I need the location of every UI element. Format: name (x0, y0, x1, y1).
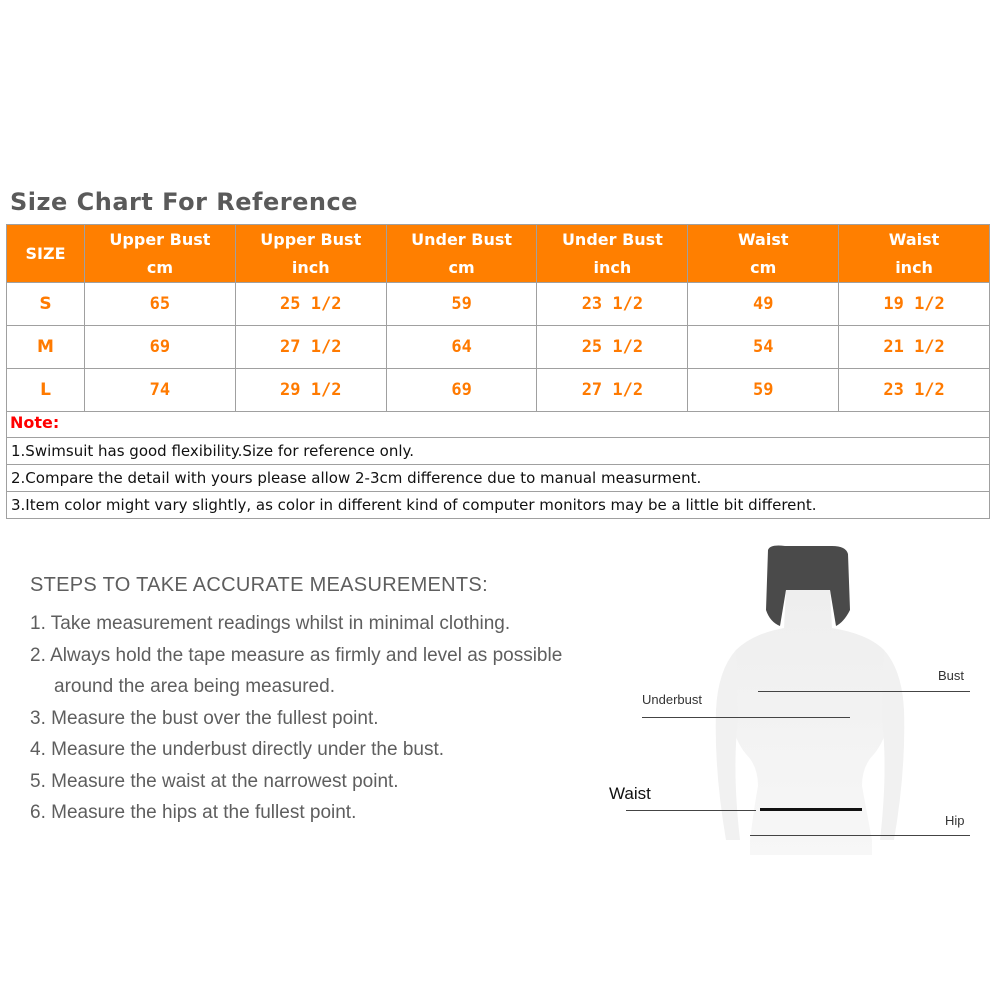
table-cell: 27 1/2 (235, 326, 386, 369)
note-line: 1.Swimsuit has good flexibility.Size for reference only. (7, 438, 989, 465)
notes-box (6, 409, 990, 519)
note-heading: Note: (7, 409, 989, 438)
table-cell: 59 (386, 283, 537, 326)
table-cell: 25 1/2 (235, 283, 386, 326)
table-header-row (7, 225, 990, 283)
size-cell: M (7, 326, 85, 369)
header-waist-inch: Waist inch (839, 225, 990, 283)
table-row (7, 369, 990, 412)
table-cell: 65 (85, 283, 236, 326)
hip-label: Hip (945, 813, 965, 828)
waist-line-left (626, 810, 756, 811)
waist-line (760, 808, 862, 811)
underbust-line (642, 717, 850, 718)
table-cell: 25 1/2 (537, 326, 688, 369)
table-row (7, 283, 990, 326)
step-item: 2. Always hold the tape measure as firmly and level as possible (30, 644, 563, 666)
step-item: 4. Measure the underbust directly under the bust. (30, 739, 445, 760)
table-cell: 54 (688, 326, 839, 369)
step-item: 3. Measure the bust over the fullest point. (30, 707, 379, 729)
step-item: 1. Take measurement readings whilst in minimal clothing. (30, 613, 511, 634)
table-cell: 23 1/2 (537, 283, 688, 326)
note-line: 3.Item color might vary slightly, as color in different kind of computer monitors may be a little bit different. (11, 496, 817, 514)
table-cell: 64 (386, 326, 537, 369)
step-item-continuation: around the area being measured. (54, 676, 335, 697)
table-cell: 19 1/2 (839, 283, 990, 326)
table-cell: 74 (85, 369, 236, 412)
table-cell: 23 1/2 (839, 369, 990, 412)
table-cell: 59 (688, 369, 839, 412)
table-cell: 21 1/2 (839, 326, 990, 369)
header-size: SIZE (7, 225, 85, 283)
header-waist-cm: Waist cm (688, 225, 839, 283)
note-line: 2.Compare the detail with yours please allow 2-3cm difference due to manual measurment. (7, 465, 989, 492)
table-cell: 69 (386, 369, 537, 412)
step-item: 6. Measure the hips at the fullest point. (30, 802, 357, 823)
hip-line (750, 835, 970, 836)
header-upper-bust-inch: Upper Bust inch (235, 225, 386, 283)
waist-label: Waist (609, 784, 651, 803)
header-upper-bust-cm: Upper Bust cm (85, 225, 236, 283)
body-measurement-figure (600, 540, 1000, 860)
size-cell: S (7, 283, 85, 326)
underbust-label: Underbust (642, 692, 702, 707)
header-under-bust-cm: Under Bust cm (386, 225, 537, 283)
table-cell: 69 (85, 326, 236, 369)
table-cell: 29 1/2 (235, 369, 386, 412)
table-cell: 49 (688, 283, 839, 326)
bust-line (758, 691, 970, 692)
bust-label: Bust (938, 668, 965, 683)
size-table (6, 224, 990, 412)
table-cell: 27 1/2 (537, 369, 688, 412)
step-item: 5. Measure the waist at the narrowest point. (30, 770, 399, 792)
size-cell: L (7, 369, 85, 412)
page-title: Size Chart For Reference (10, 188, 358, 216)
header-under-bust-inch: Under Bust inch (537, 225, 688, 283)
measurement-steps (30, 574, 620, 829)
steps-title: STEPS TO TAKE ACCURATE MEASUREMENTS: (30, 574, 488, 596)
table-row (7, 326, 990, 369)
